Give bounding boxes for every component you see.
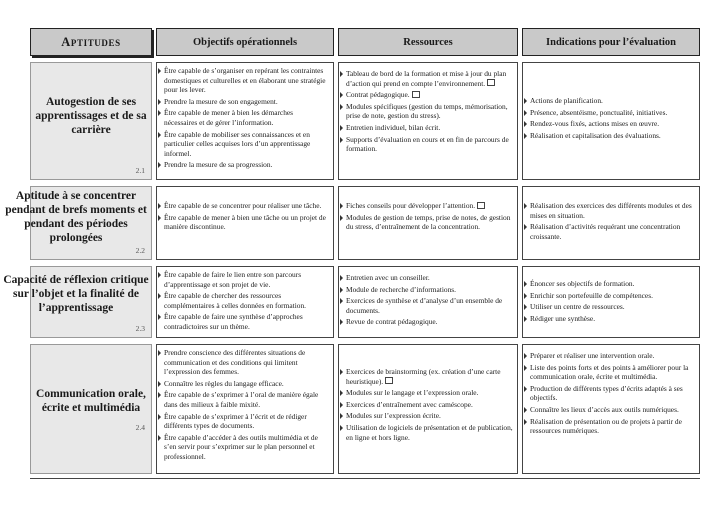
row1-objectifs (156, 62, 334, 180)
row1-indications (522, 62, 700, 180)
list-item: Être capable de mener à bien les démarches nécessaires et de gérer l’information. (157, 108, 327, 127)
checkbox-icon (385, 377, 393, 384)
list-item: Revue de contrat pédagogique. (339, 317, 513, 327)
list-item: Utilisation de logiciels de présentation et de publication, en ligne et hors ligne. (339, 423, 513, 442)
list-item: Production de différents types d’écrits adaptés à ses objectifs. (523, 384, 695, 403)
list-item: Réalisation d’activités requérant une concentration croissante. (523, 222, 695, 241)
row-number: 2.2 (135, 246, 145, 255)
list-item: Entretien avec un conseiller. (339, 273, 513, 283)
list-item: Exercices de synthèse et d’analyse d’un ensemble de documents. (339, 296, 513, 315)
row-title: Autogestion de ses apprentissages et de sa carrière (35, 96, 147, 136)
list-item: Prendre la mesure de sa progression. (157, 160, 327, 170)
list-item: Actions de planification. (523, 96, 695, 106)
list-item: Modules sur l’expression écrite. (339, 411, 513, 421)
row4-indications (522, 344, 700, 474)
row4-ressources (338, 344, 518, 474)
list-item: Tableau de bord de la formation et mise à jour du plan d’action qui prend en compte l’environnement. (339, 69, 513, 88)
list-item: Module de recherche d’informations. (339, 285, 513, 295)
list-item: Être capable d’accéder à des outils multimédia et de s’en servir pour s’exprimer sur le plan personnel et professionnel. (157, 433, 327, 462)
row-label-communication (30, 344, 152, 474)
row3-objectifs (156, 266, 334, 338)
list-item: Prendre la mesure de son engagement. (157, 97, 327, 107)
list-item: Connaître les lieux d’accès aux outils numériques. (523, 405, 695, 415)
list-item: Être capable de faire le lien entre son parcours d’apprentissage et son projet de vie. (157, 270, 327, 289)
row1-ressources (338, 62, 518, 180)
checkbox-icon (412, 91, 420, 98)
list-item: Être capable de s’exprimer à l’écrit et de rédiger différents types de documents. (157, 412, 327, 431)
list-item: Connaître les règles du langage efficace. (157, 379, 327, 389)
list-item: Rédiger une synthèse. (523, 314, 695, 324)
list-item: Modules spécifiques (gestion du temps, mémorisation, prise de note, gestion du stress). (339, 102, 513, 121)
list-item: Être capable de s’organiser en repérant les contraintes domestiques et culturelles et en élaborant une stratégie pour les lever. (157, 66, 327, 95)
list-item: Modules sur le langage et l’expression orale. (339, 388, 513, 398)
row-label-concentration (5, 186, 152, 260)
row2-indications (522, 186, 700, 260)
row4-objectifs (156, 344, 334, 474)
list-item: Être capable de faire une synthèse d’approches contradictoires sur un thème. (157, 312, 327, 331)
checkbox-icon (487, 79, 495, 86)
list-item: Être capable de s’exprimer à l’oral de manière égale dans des milieux à faible mixité. (157, 390, 327, 409)
row-number: 2.1 (135, 166, 145, 175)
list-item: Préparer et réaliser une intervention orale. (523, 351, 695, 361)
row3-indications (522, 266, 700, 338)
row-title: Capacité de réflexion critique sur l’objet et la finalité de l’apprentissage (3, 274, 149, 314)
row-label-reflexion (3, 266, 152, 338)
list-item: Être capable de mener à bien une tâche ou un projet de manière discontinue. (157, 213, 327, 232)
list-item: Réalisation de présentation ou de projets à partir de ressources numériques. (523, 417, 695, 436)
bottom-rule (30, 478, 700, 479)
header-aptitudes: Aptitudes (30, 28, 152, 56)
list-item: Énoncer ses objectifs de formation. (523, 279, 695, 289)
list-item: Enrichir son portefeuille de compétences. (523, 291, 695, 301)
header-objectifs: Objectifs opérationnels (156, 28, 334, 56)
list-item: Être capable de chercher des ressources complémentaires à celles données en formation. (157, 291, 327, 310)
list-item: Modules de gestion de temps, prise de notes, de gestion du stress, d’entraînement de la concentration. (339, 213, 513, 232)
row-number: 2.4 (135, 423, 145, 432)
list-item: Fiches conseils pour développer l’attention. (339, 201, 513, 211)
header-ressources: Ressources (338, 28, 518, 56)
list-item: Exercices de brainstorming (ex. création d’une carte heuristique). (339, 367, 513, 386)
list-item: Être capable de se concentrer pour réaliser une tâche. (157, 201, 327, 211)
list-item: Prendre conscience des différentes situations de communication et des conditions qui limitent l’expression des femmes. (157, 348, 327, 377)
list-item: Réalisation des exercices des différents modules et des mises en situation. (523, 201, 695, 220)
list-item: Utiliser un centre de ressources. (523, 302, 695, 312)
row2-objectifs (156, 186, 334, 260)
list-item: Présence, absentéisme, ponctualité, initiatives. (523, 108, 695, 118)
list-item: Exercices d’entraînement avec caméscope. (339, 400, 513, 410)
list-item: Entretien individuel, bilan écrit. (339, 123, 513, 133)
header-indications: Indications pour l’évaluation (522, 28, 700, 56)
row-label-autogestion (30, 62, 152, 180)
list-item: Supports d’évaluation en cours et en fin de parcours de formation. (339, 135, 513, 154)
row3-ressources (338, 266, 518, 338)
checkbox-icon (477, 202, 485, 209)
row-number: 2.3 (135, 324, 145, 333)
list-item: Liste des points forts et des points à améliorer pour la communication orale, écrite et multimédia. (523, 363, 695, 382)
list-item: Contrat pédagogique. (339, 90, 513, 100)
list-item: Rendez-vous fixés, actions mises en œuvre. (523, 119, 695, 129)
row-title: Communication orale, écrite et multimédia (36, 388, 146, 414)
list-item: Réalisation et capitalisation des évaluations. (523, 131, 695, 141)
row2-ressources (338, 186, 518, 260)
row-title: Aptitude à se concentrer pendant de brefs moments et pendant des périodes prolongées (5, 190, 147, 244)
list-item: Être capable de mobiliser ses connaissances et en particulier celles acquises lors d’un apprentissage informel. (157, 130, 327, 159)
